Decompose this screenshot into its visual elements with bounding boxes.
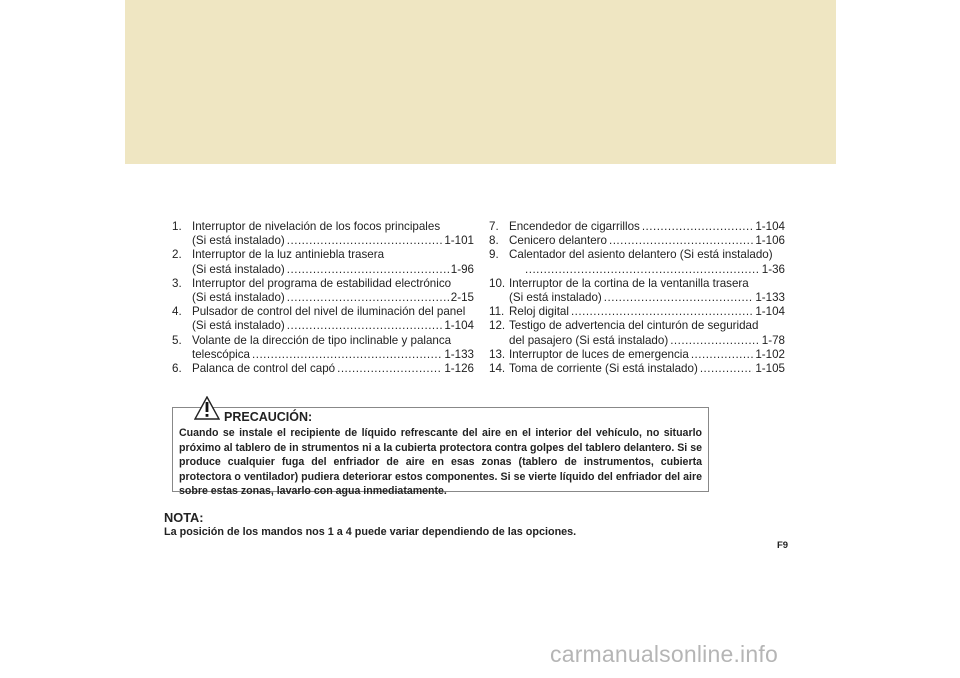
legend-item-label: Reloj digital xyxy=(509,305,569,319)
legend-item xyxy=(489,277,785,305)
leader-dots xyxy=(609,234,753,248)
legend-item-label: Pulsador de control del nivel de iluminación del panel xyxy=(192,305,466,319)
legend-line xyxy=(172,319,474,333)
legend-line xyxy=(172,220,474,234)
legend-line xyxy=(172,291,474,305)
legend-item xyxy=(489,234,785,248)
legend-item-label: (Si está instalado) xyxy=(192,234,285,248)
leader-dots xyxy=(571,305,753,319)
legend-item-label: del pasajero (Si está instalado) xyxy=(509,333,669,347)
legend-item-number: 3. xyxy=(172,276,182,290)
legend-line xyxy=(172,248,474,262)
leader-dots xyxy=(287,234,443,248)
legend-item-label: Interruptor del programa de estabilidad electrónico xyxy=(192,276,452,290)
legend-line xyxy=(172,234,474,248)
legend-page-ref: 1-96 xyxy=(450,262,474,276)
leader-dots xyxy=(700,362,754,376)
legend-item-number: 8. xyxy=(489,234,499,248)
legend-line xyxy=(489,234,785,248)
header-banner xyxy=(125,0,836,164)
legend-page-ref: 1-126 xyxy=(444,362,474,376)
legend-page-ref: 1-104 xyxy=(755,305,785,319)
legend-item xyxy=(172,362,474,376)
note-title: NOTA: xyxy=(164,510,204,525)
legend-item-number: 5. xyxy=(172,333,182,347)
legend-page-ref: 1-36 xyxy=(761,262,785,276)
legend-item-number: 9. xyxy=(489,248,499,262)
legend-line xyxy=(489,348,785,362)
legend-line xyxy=(172,277,474,291)
legend-line xyxy=(489,263,785,277)
legend-item-number: 10. xyxy=(489,276,506,290)
warning-triangle-icon xyxy=(194,396,220,420)
leader-dots xyxy=(337,362,442,376)
leader-dots xyxy=(691,348,754,362)
legend-item-label: telescópica xyxy=(192,347,251,361)
legend-item xyxy=(172,334,474,362)
legend-item-number: 2. xyxy=(172,248,182,262)
legend-item-number: 13. xyxy=(489,347,506,361)
leader-dots xyxy=(525,263,760,277)
legend-page-ref: 1-133 xyxy=(444,347,474,361)
legend-item-label: Volante de la dirección de tipo inclinable y palanca xyxy=(192,333,452,347)
legend-line xyxy=(172,263,474,277)
legend-line xyxy=(489,305,785,319)
legend-page-ref: 1-133 xyxy=(755,291,785,305)
caution-text: Cuando se instale el recipiente de líquido refrescante del aire en el interior del vehículo, no situarlo próximo al tablero de in strumentos ni a la cubierta protectora contra golpes del tablero delantero. Si se produce cualquier fuga del enfriador de aire en esas zonas (tablero de instrumentos, cubierta protectora o ventilador) pudiera deteriorar estos componentes. Si se vierte líquido del enfriador del aire sobre estas zonas, lavarlo con agua inmediatamente. xyxy=(179,427,702,498)
legend-item-number: 12. xyxy=(489,319,506,333)
legend-item-label: Cenicero delantero xyxy=(509,234,607,248)
legend-page-ref: 1-104 xyxy=(444,319,474,333)
leader-dots xyxy=(642,220,754,234)
legend-item xyxy=(489,319,785,347)
legend-line xyxy=(489,319,785,333)
legend-item-number: 11. xyxy=(489,305,505,319)
legend-line xyxy=(172,305,474,319)
legend-page-ref: 1-104 xyxy=(755,220,785,233)
legend-item-number: 4. xyxy=(172,305,182,319)
legend-item-label: Palanca de control del capó xyxy=(192,362,336,376)
legend-item xyxy=(172,277,474,305)
legend-item xyxy=(489,305,785,319)
legend-line xyxy=(489,291,785,305)
legend-item xyxy=(172,305,474,333)
legend-item xyxy=(489,362,785,376)
legend-line xyxy=(489,334,785,348)
legend-line xyxy=(172,334,474,348)
leader-dots xyxy=(287,319,443,333)
caution-box xyxy=(172,407,709,498)
legend-item xyxy=(489,220,785,234)
legend-item-label: (Si está instalado) xyxy=(509,291,602,305)
legend-item xyxy=(489,248,785,276)
legend-item-label: Interruptor de la luz antiniebla trasera xyxy=(192,248,385,262)
legend-item-label: Toma de corriente (Si está instalado) xyxy=(509,362,698,376)
leader-dots xyxy=(604,291,754,305)
legend-item xyxy=(172,248,474,276)
caution-title: PRECAUCIÓN: xyxy=(224,410,313,424)
legend-item-label: Interruptor de la cortina de la ventanilla trasera xyxy=(509,276,749,290)
legend-line xyxy=(172,362,474,376)
legend-item xyxy=(172,220,474,248)
legend-item-number: 7. xyxy=(489,220,499,233)
legend-column-left xyxy=(172,220,474,376)
note-section xyxy=(164,510,576,538)
legend-item-label: Interruptor de nivelación de los focos principales xyxy=(192,220,441,233)
legend-page-ref: 1-106 xyxy=(755,234,785,248)
legend-item-label: Testigo de advertencia del cinturón de seguridad xyxy=(509,319,759,333)
legend-item-number: 1. xyxy=(172,220,182,233)
leader-dots xyxy=(252,348,442,362)
legend-line xyxy=(172,348,474,362)
legend-page-ref: 2-15 xyxy=(450,291,474,305)
legend-item-label: Calentador del asiento delantero (Si está instalado) xyxy=(509,248,773,262)
legend-page-ref: 1-102 xyxy=(755,347,785,361)
legend-item xyxy=(489,348,785,362)
leader-dots xyxy=(287,263,449,277)
leader-dots xyxy=(287,291,449,305)
legend-line xyxy=(489,220,785,234)
legend-item-label: (Si está instalado) xyxy=(192,291,285,305)
watermark-text: carmanualsonline.info xyxy=(550,641,778,667)
page-number: F9 xyxy=(777,540,789,551)
leader-dots xyxy=(670,334,760,348)
legend-line xyxy=(489,277,785,291)
legend-item-number: 6. xyxy=(172,362,182,376)
legend-item-number: 14. xyxy=(489,362,506,376)
note-text: La posición de los mandos nos 1 a 4 puede variar dependiendo de las opciones. xyxy=(164,526,577,538)
legend-item-label: (Si está instalado) xyxy=(192,262,285,276)
legend-page-ref: 1-105 xyxy=(755,362,785,376)
legend-column-right xyxy=(489,220,785,376)
legend-item-label: Interruptor de luces de emergencia xyxy=(509,347,689,361)
legend-item-label: (Si está instalado) xyxy=(192,319,285,333)
legend-page-ref: 1-101 xyxy=(444,234,474,248)
legend-line xyxy=(489,248,785,262)
legend-page-ref: 1-78 xyxy=(761,333,785,347)
legend-item-label: Encendedor de cigarrillos xyxy=(509,220,640,233)
legend-line xyxy=(489,362,785,376)
